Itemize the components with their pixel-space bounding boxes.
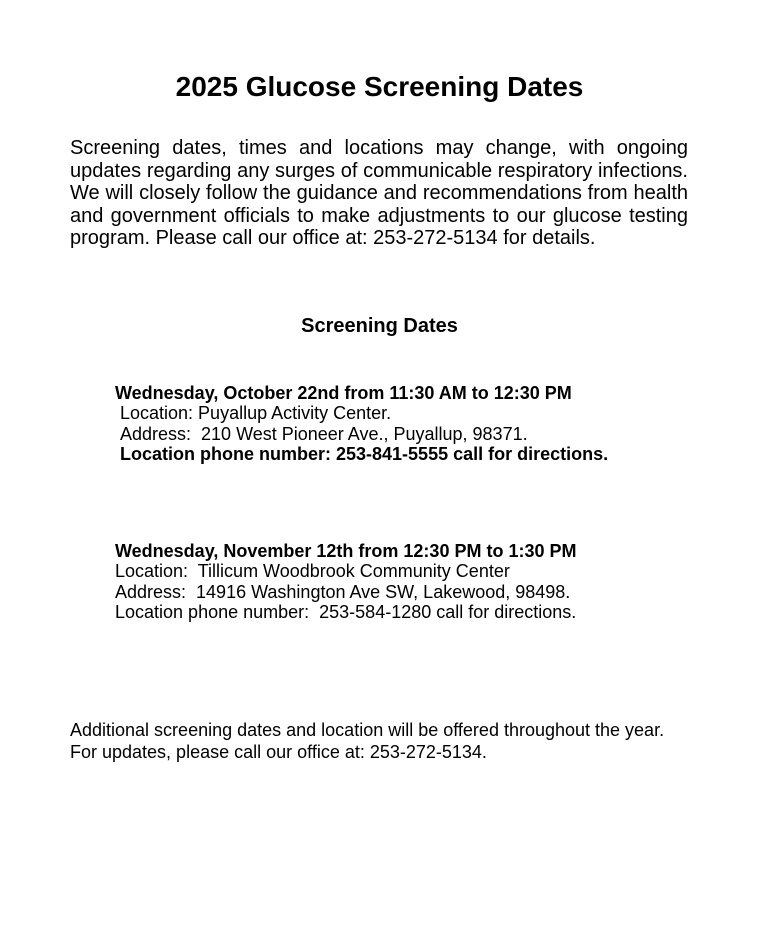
- screening-event: [115, 383, 608, 464]
- event-phone: Location phone number: 253-584-1280 call for directions.: [115, 601, 577, 622]
- screening-event: [115, 541, 576, 622]
- event-location: Location: Puyallup Activity Center.: [120, 403, 392, 424]
- intro-paragraph: Screening dates, times and locations may change, with ongoing updates regarding any surges of communicable respiratory infections. We will closely follow the guidance and recommendations from health and government officials to make adjustments to our glucose testing program. Please call our office at: 253-272-5134 for details.: [70, 137, 688, 250]
- event-address: Address: 210 West Pioneer Ave., Puyallup, 98371.: [120, 423, 528, 444]
- event-phone: Location phone number: 253-841-5555 call for directions.: [120, 443, 609, 464]
- footer-paragraph: Additional screening dates and location will be offered throughout the year. For updates, please call our office at: 253-272-5134.: [70, 720, 665, 762]
- event-location: Location: Tillicum Woodbrook Community Center: [115, 561, 510, 582]
- event-date-time: Wednesday, November 12th from 12:30 PM to 1:30 PM: [115, 541, 577, 561]
- event-address: Address: 14916 Washington Ave SW, Lakewood, 98498.: [115, 581, 571, 602]
- section-heading-screening-dates: Screening Dates: [301, 315, 458, 337]
- document-title: 2025 Glucose Screening Dates: [175, 71, 584, 102]
- event-date-time: Wednesday, October 22nd from 11:30 AM to 12:30 PM: [115, 383, 572, 403]
